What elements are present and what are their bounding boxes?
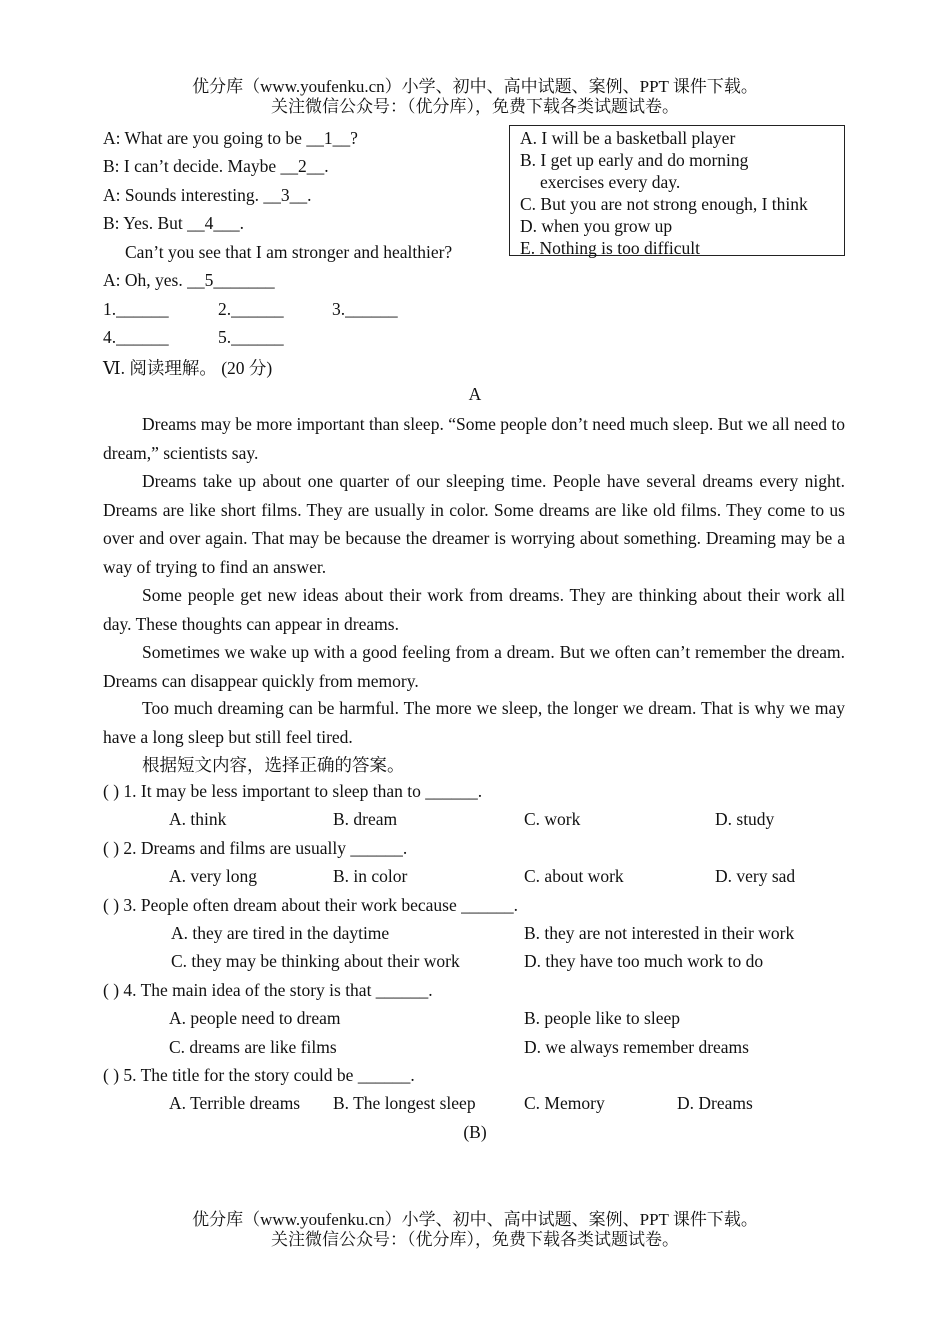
dialog-text: B: I can’t decide. Maybe [103, 156, 281, 176]
answer-1: 1.______ [103, 299, 169, 319]
dialog-text: A: Sounds interesting. [103, 185, 264, 205]
blank-4: __4___ [187, 213, 240, 233]
q1-option-b: B. dream [333, 809, 398, 829]
paragraph-4: Sometimes we wake up with a good feeling from a dream. But we often can’t remember the dream. Dreams can disappear quickly from memory. [103, 642, 845, 691]
blank-2: __2__ [280, 156, 325, 176]
q4-option-c: C. dreams are like films [169, 1037, 337, 1057]
options-box [509, 125, 845, 256]
header-line-2: 关注微信公众号：（优分库），免费下载各类试题试卷。 [271, 97, 679, 116]
paragraph-5: Too much dreaming can be harmful. The more we sleep, the longer we dream. That is why we may have a long sleep but still feel tired. [103, 698, 845, 747]
dialog-line-1 [103, 128, 358, 149]
option-b: B. I get up early and do morning [520, 150, 749, 170]
dialog-line-4 [103, 213, 244, 234]
dialog-text: . [239, 213, 245, 233]
dialog-line-2 [103, 156, 329, 177]
dialog-line-3 [103, 185, 312, 206]
question-2: ( ) 2. Dreams and films are usually ______. [103, 838, 408, 858]
footer-line-2: 关注微信公众号：（优分库），免费下载各类试题试卷。 [271, 1230, 679, 1249]
blank-1: __1__ [306, 128, 351, 148]
q2-option-d: D. very sad [715, 866, 796, 886]
dialog-text: . [307, 185, 312, 205]
question-5: ( ) 5. The title for the story could be ______. [103, 1065, 415, 1085]
q2-option-a: A. very long [169, 866, 257, 886]
question-3: ( ) 3. People often dream about their work because ______. [103, 895, 519, 915]
blank-5: __5_______ [187, 270, 275, 290]
dialog-text: A: Oh, yes. [103, 270, 188, 290]
dialog-text: B: Yes. But [103, 213, 188, 233]
option-e: E. Nothing is too difficult [520, 238, 701, 258]
q4-option-a: A. people need to dream [169, 1008, 341, 1028]
option-d: D. when you grow up [520, 216, 673, 236]
footer-line-1: 优分库（www.youfenku.cn）小学、初中、高中试题、案例、PPT 课件下载。 [192, 1210, 758, 1229]
q1-option-c: C. work [524, 809, 581, 829]
q1-option-d: D. study [715, 809, 775, 829]
q3-option-b: B. they are not interested in their work [524, 923, 795, 943]
q2-option-b: B. in color [333, 866, 408, 886]
dialog-text: ? [350, 128, 358, 148]
option-b-cont: exercises every day. [540, 172, 681, 192]
dialog-line-5: Can’t you see that I am stronger and healthier? [125, 242, 453, 262]
question-4: ( ) 4. The main idea of the story is that ______. [103, 980, 433, 1000]
answer-4: 4.______ [103, 327, 169, 347]
dialog-line-6 [103, 270, 275, 291]
q1-option-a: A. think [169, 809, 227, 829]
q5-option-a: A. Terrible dreams [169, 1093, 301, 1113]
answer-3: 3.______ [332, 299, 398, 319]
q2-option-c: C. about work [524, 866, 624, 886]
question-1: ( ) 1. It may be less important to sleep than to ______. [103, 781, 483, 801]
paragraph-3: Some people get new ideas about their work from dreams. They are thinking about their work all day. These thoughts can appear in dreams. [103, 585, 845, 634]
blank-3: __3__ [263, 185, 308, 205]
paragraph-1: Dreams may be more important than sleep. “Some people don’t need much sleep. But we all need to dream,” scientists say. [103, 414, 845, 463]
q3-option-a: A. they are tired in the daytime [171, 923, 390, 943]
q3-option-d: D. they have too much work to do [524, 951, 764, 971]
instruction: 根据短文内容，选择正确的答案。 [142, 755, 405, 775]
header-line-1: 优分库（www.youfenku.cn）小学、初中、高中试题、案例、PPT 课件下载。 [192, 77, 758, 96]
q5-option-b: B. The longest sleep [333, 1093, 476, 1113]
passage-b-label: (B) [463, 1122, 487, 1142]
paragraph-2: Dreams take up about one quarter of our sleeping time. People have several dreams every night. Dreams are like short films. They are usually in color. Some dreams are like old films. They come to us over and over again. That may be because the dreamer is worrying about something. Dreaming may be a way of trying to find an answer. [103, 471, 845, 577]
q5-option-d: D. Dreams [677, 1093, 753, 1113]
option-c: C. But you are not strong enough, I think [520, 194, 808, 214]
option-a: A. I will be a basketball player [520, 128, 736, 148]
passage-label: A [468, 384, 482, 404]
answer-5: 5.______ [218, 327, 284, 347]
section-title: Ⅵ. 阅读理解。 (20 分) [103, 358, 273, 378]
q4-option-b: B. people like to sleep [524, 1008, 681, 1028]
answer-2: 2.______ [218, 299, 284, 319]
dialog-text: A: What are you going to be [103, 128, 307, 148]
dialog-text: . [324, 156, 329, 176]
q4-option-d: D. we always remember dreams [524, 1037, 749, 1057]
q5-option-c: C. Memory [524, 1093, 605, 1113]
q3-option-c: C. they may be thinking about their work [171, 951, 460, 971]
